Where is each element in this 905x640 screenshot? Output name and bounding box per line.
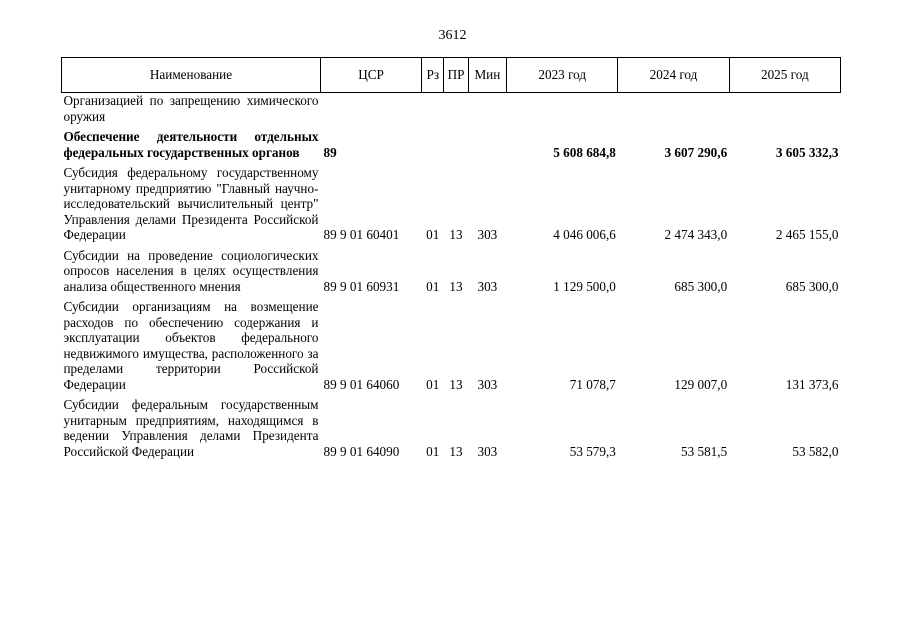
row-2023: 53 579,3 <box>569 443 616 459</box>
row-pr <box>444 93 468 125</box>
header-name: Наименование <box>62 58 321 93</box>
row-pr: 13 <box>449 443 463 459</box>
row-rz: 01 <box>426 376 440 392</box>
row-min <box>468 129 506 160</box>
row-pr: 13 <box>449 376 463 392</box>
row-name: Субсидии на проведение социологических опросов населения в целях осуществления анализа общественного мнения <box>63 247 319 294</box>
row-rz: 01 <box>426 278 440 294</box>
table-row-section <box>62 129 841 160</box>
table-row <box>62 397 841 459</box>
row-min: 303 <box>477 278 498 294</box>
row-rz <box>422 93 444 125</box>
table-row <box>62 248 841 295</box>
row-2023: 1 129 500,0 <box>553 278 616 294</box>
row-2023: 4 046 006,6 <box>553 227 616 242</box>
row-csr: 89 9 01 60931 <box>323 278 400 294</box>
header-2023: 2023 год <box>507 58 618 93</box>
row-2024: 2 474 343,0 <box>664 227 728 242</box>
row-pr <box>444 129 468 160</box>
row-min: 303 <box>477 443 498 459</box>
row-min: 303 <box>477 227 498 242</box>
table-row <box>62 93 841 125</box>
row-2024: 3 607 290,6 <box>664 144 728 160</box>
row-2025: 131 373,6 <box>785 376 839 392</box>
table-row <box>62 165 841 243</box>
header-csr: ЦСР <box>320 58 421 93</box>
table-row <box>62 299 841 392</box>
row-rz <box>422 129 444 160</box>
page-number: 3612 <box>438 28 467 43</box>
row-2024: 53 581,5 <box>681 443 728 459</box>
row-name: Организацией по запрещению химического оружия <box>63 93 319 124</box>
row-csr: 89 9 01 64060 <box>323 376 400 392</box>
row-2023: 5 608 684,8 <box>553 144 616 160</box>
header-pr: ПР <box>444 58 468 93</box>
row-2024: 129 007,0 <box>674 376 728 392</box>
row-2023 <box>507 93 618 125</box>
header-rz: Рз <box>422 58 444 93</box>
row-name: Субсидии организациям на возмещение расходов по обеспечению содержания и эксплуатации объектов федерального недвижимого имущества, расположенного за пределами территории Российской Федерации <box>63 299 319 392</box>
row-2025: 53 582,0 <box>792 443 839 459</box>
row-2025 <box>729 93 840 125</box>
budget-table <box>61 57 841 459</box>
row-2024: 685 300,0 <box>674 278 728 294</box>
header-min: Мин <box>468 58 506 93</box>
row-rz: 01 <box>426 443 440 459</box>
row-pr: 13 <box>449 227 463 242</box>
row-csr: 89 <box>323 144 337 160</box>
row-name: Обеспечение деятельности отдельных федеральных государственных органов <box>63 129 319 160</box>
row-name: Субсидии федеральным государственным унитарным предприятиям, находящимся в ведении Управления делами Президента Российской Федерации <box>63 397 319 459</box>
row-rz: 01 <box>426 227 440 242</box>
row-2025: 2 465 155,0 <box>775 227 839 242</box>
header-2024: 2024 год <box>618 58 729 93</box>
row-csr <box>320 93 421 125</box>
row-pr: 13 <box>449 278 463 294</box>
table-header-row <box>62 58 841 93</box>
row-2025: 685 300,0 <box>785 278 839 294</box>
row-2025: 3 605 332,3 <box>775 144 839 160</box>
row-2024 <box>618 93 729 125</box>
row-name: Субсидия федеральному государственному унитарному предприятию "Главный научно-исследовательский вычислительный центр" Управления делами Президента Российской Федерации <box>63 165 319 242</box>
row-csr: 89 9 01 60401 <box>323 227 400 242</box>
row-csr: 89 9 01 64090 <box>323 443 400 459</box>
row-2023: 71 078,7 <box>569 376 616 392</box>
row-min <box>468 93 506 125</box>
row-min: 303 <box>477 376 498 392</box>
header-2025: 2025 год <box>729 58 840 93</box>
